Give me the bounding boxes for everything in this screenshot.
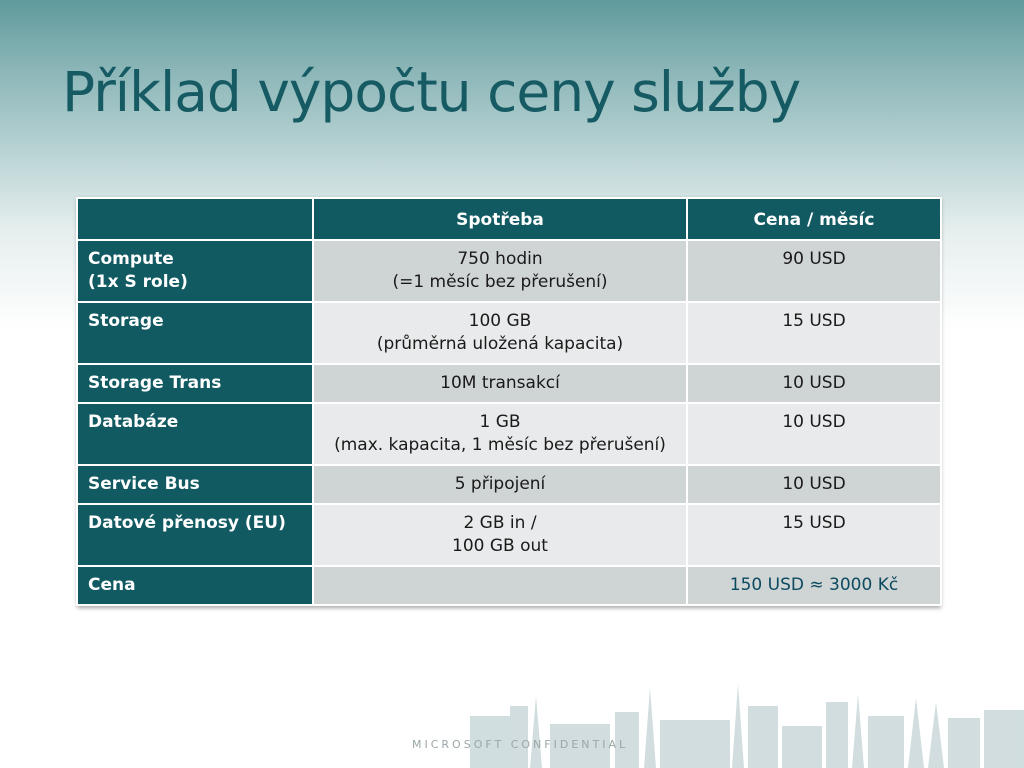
- row-label-line: Storage Trans: [88, 373, 222, 393]
- table-row-storage-trans: [77, 364, 941, 403]
- slide-title: Příklad výpočtu ceny služby: [62, 60, 801, 124]
- row-label: [77, 302, 313, 364]
- usage-line: 2 GB in /: [463, 513, 537, 533]
- usage-cell: [313, 504, 687, 566]
- header-usage: Spotřeba: [313, 198, 687, 240]
- row-label-line: Service Bus: [88, 474, 200, 494]
- table-row-service-bus: [77, 465, 941, 504]
- price-cell: 15 USD: [687, 302, 941, 364]
- usage-cell: [313, 566, 687, 605]
- table-header-row: [77, 198, 941, 240]
- usage-line: 100 GB out: [452, 536, 548, 556]
- total-price-cell: 150 USD ≈ 3000 Kč: [687, 566, 941, 605]
- row-label-line: Compute: [88, 249, 174, 269]
- usage-line: (max. kapacita, 1 měsíc bez přerušení): [334, 435, 666, 455]
- row-label-line: Datové přenosy (EU): [88, 513, 286, 533]
- row-label: [77, 566, 313, 605]
- header-monthly-price: Cena / měsíc: [687, 198, 941, 240]
- city-skyline-decoration: [360, 676, 1024, 768]
- usage-cell: [313, 364, 687, 403]
- table-row-data-transfer: [77, 504, 941, 566]
- price-cell: 10 USD: [687, 465, 941, 504]
- usage-line: (=1 měsíc bez přerušení): [392, 272, 608, 292]
- pricing-table: [76, 197, 942, 606]
- table-row-total: [77, 566, 941, 605]
- row-label-line: Databáze: [88, 412, 179, 432]
- row-label-line: Cena: [88, 575, 136, 595]
- usage-line: 5 připojení: [454, 474, 546, 494]
- usage-cell: [313, 302, 687, 364]
- usage-line: (průměrná uložená kapacita): [376, 334, 624, 354]
- row-label: [77, 403, 313, 465]
- confidential-footer: MICROSOFT CONFIDENTIAL: [412, 738, 629, 751]
- table-row-compute: [77, 240, 941, 302]
- table-row-databaze: [77, 403, 941, 465]
- usage-cell: [313, 465, 687, 504]
- usage-line: 1 GB: [479, 412, 521, 432]
- row-label: [77, 465, 313, 504]
- row-label-line: Storage: [88, 311, 164, 331]
- usage-cell: [313, 240, 687, 302]
- usage-line: 750 hodin: [457, 249, 543, 269]
- table-row-storage: [77, 302, 941, 364]
- row-label: [77, 504, 313, 566]
- row-label-line: (1x S role): [88, 272, 188, 292]
- price-cell: 90 USD: [687, 240, 941, 302]
- header-empty-cell: [77, 198, 313, 240]
- pricing-table-container: [76, 197, 940, 606]
- price-cell: 10 USD: [687, 364, 941, 403]
- price-cell: 15 USD: [687, 504, 941, 566]
- usage-line: 10M transakcí: [440, 373, 560, 393]
- row-label: [77, 364, 313, 403]
- row-label: [77, 240, 313, 302]
- price-cell: 10 USD: [687, 403, 941, 465]
- usage-cell: [313, 403, 687, 465]
- usage-line: 100 GB: [468, 311, 532, 331]
